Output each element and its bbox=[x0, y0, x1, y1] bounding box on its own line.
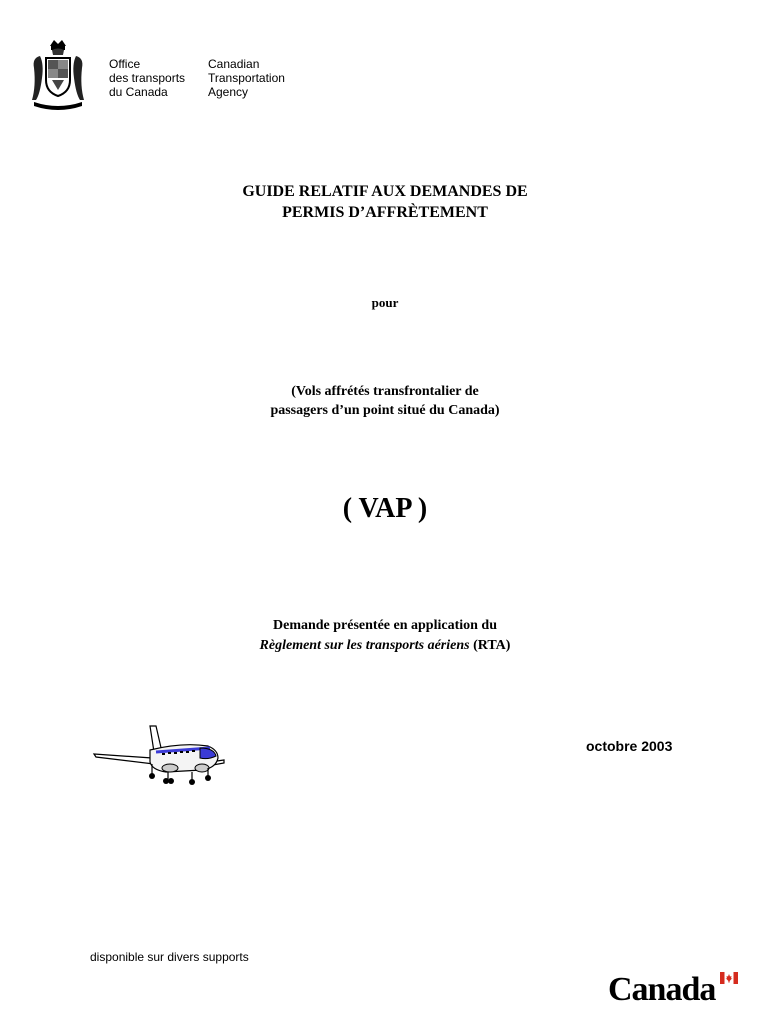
agency-fr-line: du Canada bbox=[109, 85, 168, 99]
canada-wordmark: Canada bbox=[608, 971, 716, 1008]
regulation-line: Demande présentée en application du bbox=[273, 618, 497, 633]
agency-fr-line: Office bbox=[109, 57, 141, 71]
title-line: PERMIS D’AFFRÈTEMENT bbox=[282, 204, 488, 221]
availability-note: disponible sur divers supports bbox=[90, 950, 249, 964]
subtitle-line: (Vols affrétés transfrontalier de bbox=[291, 384, 479, 399]
regulation-title: Règlement sur les transports aériens bbox=[259, 638, 470, 653]
document-title bbox=[0, 181, 770, 223]
agency-en-line: Transportation bbox=[208, 71, 285, 85]
regulation-line bbox=[0, 636, 770, 656]
publication-date: octobre 2003 bbox=[586, 738, 673, 754]
title-line: GUIDE RELATIF AUX DEMANDES DE bbox=[242, 183, 528, 200]
agency-name-french bbox=[109, 57, 185, 99]
coat-of-arms-icon bbox=[30, 38, 86, 110]
document-subtitle bbox=[0, 382, 770, 420]
program-acronym: ( VAP ) bbox=[342, 493, 428, 524]
regulation-suffix: (RTA) bbox=[469, 638, 511, 653]
agency-name-english bbox=[208, 57, 285, 99]
subtitle-line: passagers d’un point situé du Canada) bbox=[270, 403, 500, 418]
pour-label: pour bbox=[371, 295, 399, 310]
agency-fr-line: des transports bbox=[109, 71, 186, 85]
agency-en-line: Agency bbox=[208, 85, 249, 99]
airplane-icon bbox=[92, 722, 226, 786]
canada-flag-icon bbox=[720, 972, 738, 984]
regulation-reference bbox=[0, 616, 770, 656]
agency-en-line: Canadian bbox=[208, 57, 260, 71]
